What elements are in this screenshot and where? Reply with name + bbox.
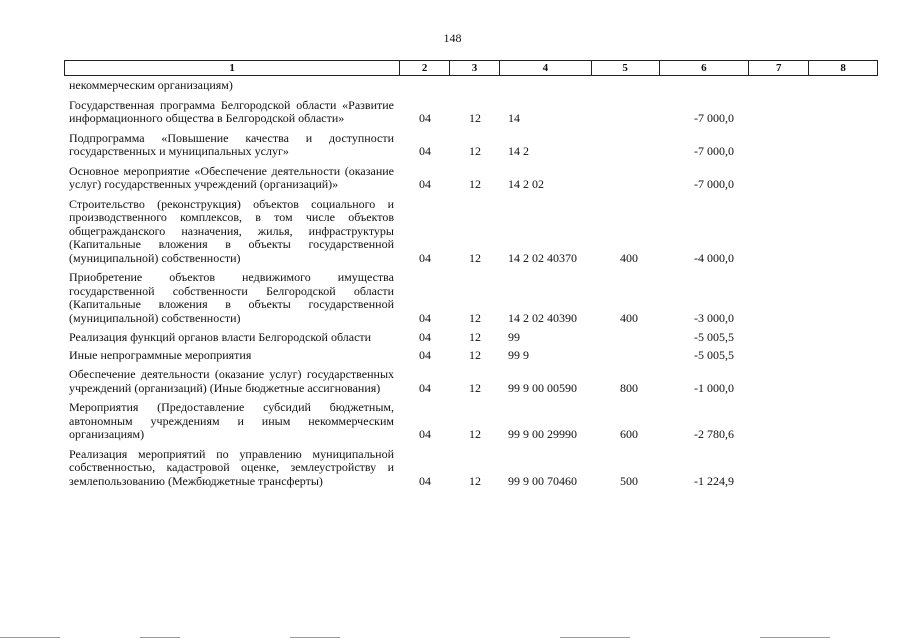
row-subsection: 12 xyxy=(469,111,481,125)
scan-line xyxy=(290,637,340,638)
row-text: Реализация функций органов власти Белгородской области xyxy=(69,330,372,344)
header-col-7: 7 xyxy=(749,61,809,75)
row-target-code: 14 2 02 40390 xyxy=(508,310,577,325)
table-row xyxy=(64,368,878,395)
row-text: Реализация мероприятий по управлению муниципальной собственностью, кадастровой оценке, землеустройству и землепользованию (Межбюджетные трансферты) xyxy=(69,446,394,488)
row-text: Строительство (реконструкция) объектов социального и производственного комплексов, в том числе объектов общегражданского назначения, жилья, инфраструктуры (Капитальные вложения в объекты государственной (муниципальной) собственности) xyxy=(69,196,394,265)
row-subsection: 12 xyxy=(469,347,481,362)
row-amount: -2 780,6 xyxy=(694,427,734,441)
row-expense-type: 400 xyxy=(620,310,638,325)
row-subsection: 12 xyxy=(469,427,481,441)
row-target-code: 14 2 xyxy=(508,144,529,158)
row-text: Иные непрограммные мероприятия xyxy=(69,347,252,362)
row-amount: -5 005,5 xyxy=(694,347,734,362)
header-col-3: 3 xyxy=(450,61,500,75)
table-body xyxy=(64,79,878,488)
row-section: 04 xyxy=(419,427,431,441)
row-section: 04 xyxy=(419,330,431,344)
row-expense-type: 800 xyxy=(620,380,638,395)
page-number: 148 xyxy=(443,31,462,45)
row-subsection: 12 xyxy=(469,177,481,191)
row-amount: -7 000,0 xyxy=(694,144,734,158)
header-col-1: 1 xyxy=(65,61,400,75)
scan-line xyxy=(140,637,180,638)
row-section: 04 xyxy=(419,144,431,158)
table-row xyxy=(64,99,878,126)
table-header xyxy=(64,60,878,76)
row-subsection: 12 xyxy=(469,380,481,395)
table-row xyxy=(64,165,878,192)
row-section: 04 xyxy=(419,177,431,191)
scan-line xyxy=(560,637,630,638)
row-amount: -7 000,0 xyxy=(694,177,734,191)
row-subsection: 12 xyxy=(469,330,481,344)
table-row xyxy=(64,79,878,93)
row-subsection: 12 xyxy=(469,144,481,158)
row-amount: -3 000,0 xyxy=(694,310,734,325)
row-section: 04 xyxy=(419,347,431,362)
row-section: 04 xyxy=(419,250,431,265)
header-col-5: 5 xyxy=(592,61,660,75)
row-text: Основное мероприятие «Обеспечение деятельности (оказание услуг) государственных учреждений (организаций)» xyxy=(69,163,394,191)
row-text: Приобретение объектов недвижимого имущества государственной собственности Белгородской области (Капитальные вложения в объекты государственной (муниципальной) собственности) xyxy=(69,270,394,325)
header-col-8: 8 xyxy=(840,62,846,74)
header-col-4: 4 xyxy=(500,61,592,75)
row-amount: -4 000,0 xyxy=(694,250,734,265)
table-row xyxy=(64,271,878,325)
table-row xyxy=(64,132,878,159)
row-target-code: 99 9 00 00590 xyxy=(508,380,577,395)
row-section: 04 xyxy=(419,473,431,488)
row-text: Подпрограмма «Повышение качества и доступности государственных и муниципальных услуг» xyxy=(69,130,394,158)
scan-artifacts xyxy=(0,630,905,640)
row-target-code: 14 2 02 xyxy=(508,177,544,191)
row-section: 04 xyxy=(419,111,431,125)
row-subsection: 12 xyxy=(469,473,481,488)
table-row xyxy=(64,198,878,266)
row-section: 04 xyxy=(419,380,431,395)
row-text: некоммерческим организациям) xyxy=(69,78,233,92)
row-target-code: 14 2 02 40370 xyxy=(508,250,577,265)
row-text: Обеспечение деятельности (оказание услуг) государственных учреждений (организаций) (Иные бюджетные ассигнования) xyxy=(69,367,394,395)
row-amount: -1 224,9 xyxy=(694,473,734,488)
header-col-6: 6 xyxy=(660,61,750,75)
row-section: 04 xyxy=(419,310,431,325)
table-row xyxy=(64,349,878,363)
row-text: Мероприятия (Предоставление субсидий бюджетным, автономным учреждениям и иным некоммерческим организациям) xyxy=(69,400,394,441)
scan-line xyxy=(0,637,60,638)
row-expense-type: 600 xyxy=(620,427,638,441)
row-target-code: 99 xyxy=(508,330,520,344)
header-col-2: 2 xyxy=(400,61,450,75)
row-expense-type: 500 xyxy=(620,473,638,488)
row-target-code: 14 xyxy=(508,111,520,125)
table-row xyxy=(64,401,878,442)
row-subsection: 12 xyxy=(469,310,481,325)
row-target-code: 99 9 xyxy=(508,347,529,362)
row-amount: -1 000,0 xyxy=(694,380,734,395)
row-expense-type: 400 xyxy=(620,250,638,265)
row-amount: -7 000,0 xyxy=(694,111,734,125)
table-row xyxy=(64,331,878,345)
row-amount: -5 005,5 xyxy=(694,330,734,344)
scan-line xyxy=(760,637,830,638)
row-target-code: 99 9 00 70460 xyxy=(508,473,577,488)
row-target-code: 99 9 00 29990 xyxy=(508,427,577,441)
row-subsection: 12 xyxy=(469,250,481,265)
table-row xyxy=(64,448,878,489)
row-text: Государственная программа Белгородской области «Развитие информационного общества в Белгородской области» xyxy=(69,97,394,125)
